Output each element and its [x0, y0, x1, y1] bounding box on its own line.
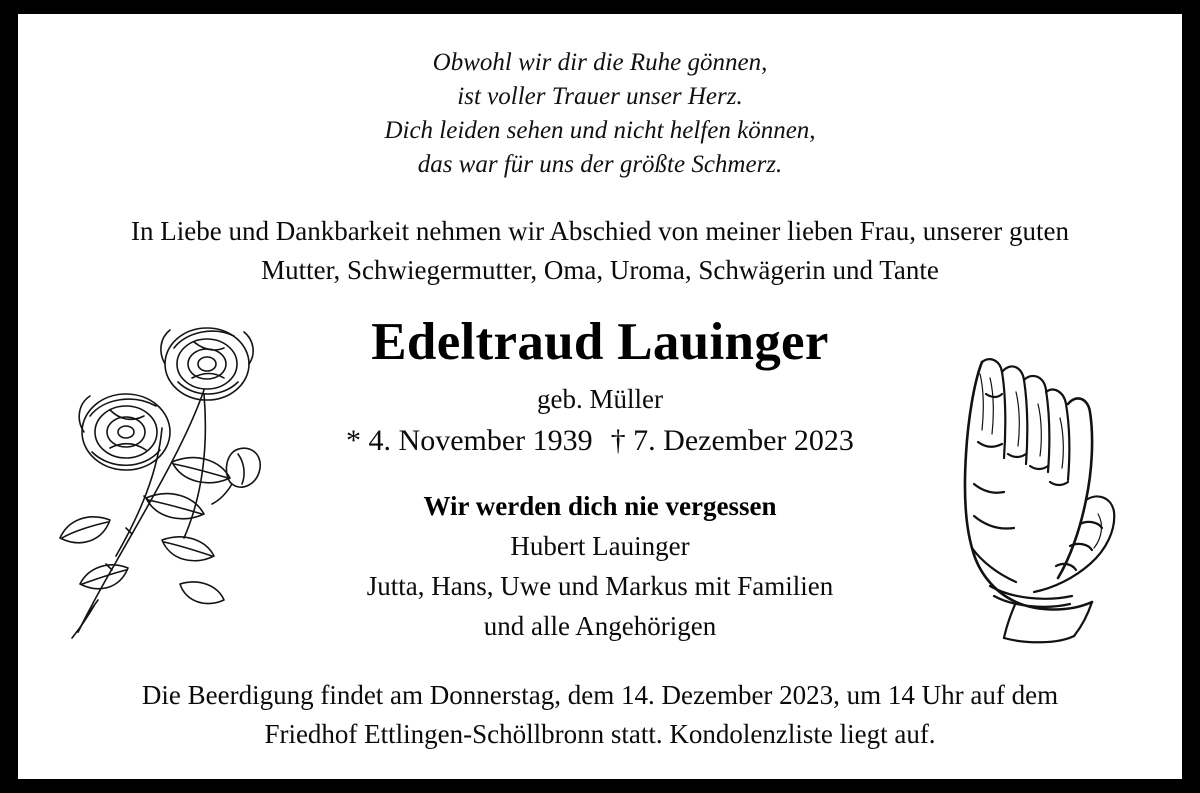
- death-date: † 7. Dezember 2023: [610, 424, 854, 457]
- intro-text: [18, 212, 1182, 290]
- mourner-line-1: Hubert Lauinger: [510, 531, 690, 561]
- poem-line-1: Obwohl wir dir die Ruhe gönnen,: [432, 49, 768, 76]
- funeral-line-1: Die Beerdigung findet am Donnerstag, dem 14. Dezember 2023, um 14 Uhr auf dem: [141, 680, 1059, 710]
- funeral-line-2: Friedhof Ettlingen-Schöllbronn statt. Kondolenzliste liegt auf.: [264, 719, 936, 749]
- deceased-name: Edeltraud Lauinger: [371, 313, 829, 371]
- roses-illustration: [54, 302, 264, 647]
- poem-line-3: Dich leiden sehen und nicht helfen können,: [384, 117, 816, 144]
- obituary-card: [18, 14, 1182, 779]
- farewell-headline: Wir werden dich nie vergessen: [423, 491, 777, 521]
- intro-line-1: In Liebe und Dankbarkeit nehmen wir Abschied von meiner lieben Frau, unserer guten: [131, 216, 1069, 246]
- poem: [18, 46, 1182, 182]
- deceased-maiden-name: geb. Müller: [537, 384, 663, 414]
- mourner-line-3: und alle Angehörigen: [483, 611, 717, 641]
- poem-line-2: ist voller Trauer unser Herz.: [457, 83, 743, 110]
- intro-line-2: Mutter, Schwiegermutter, Oma, Uroma, Schwägerin und Tante: [261, 255, 939, 285]
- praying-hands-illustration: [920, 334, 1140, 644]
- mourner-line-2: Jutta, Hans, Uwe und Markus mit Familien: [366, 571, 834, 601]
- funeral-info: [18, 676, 1182, 754]
- birth-date: * 4. November 1939: [346, 424, 593, 457]
- poem-line-4: das war für uns der größte Schmerz.: [417, 151, 783, 178]
